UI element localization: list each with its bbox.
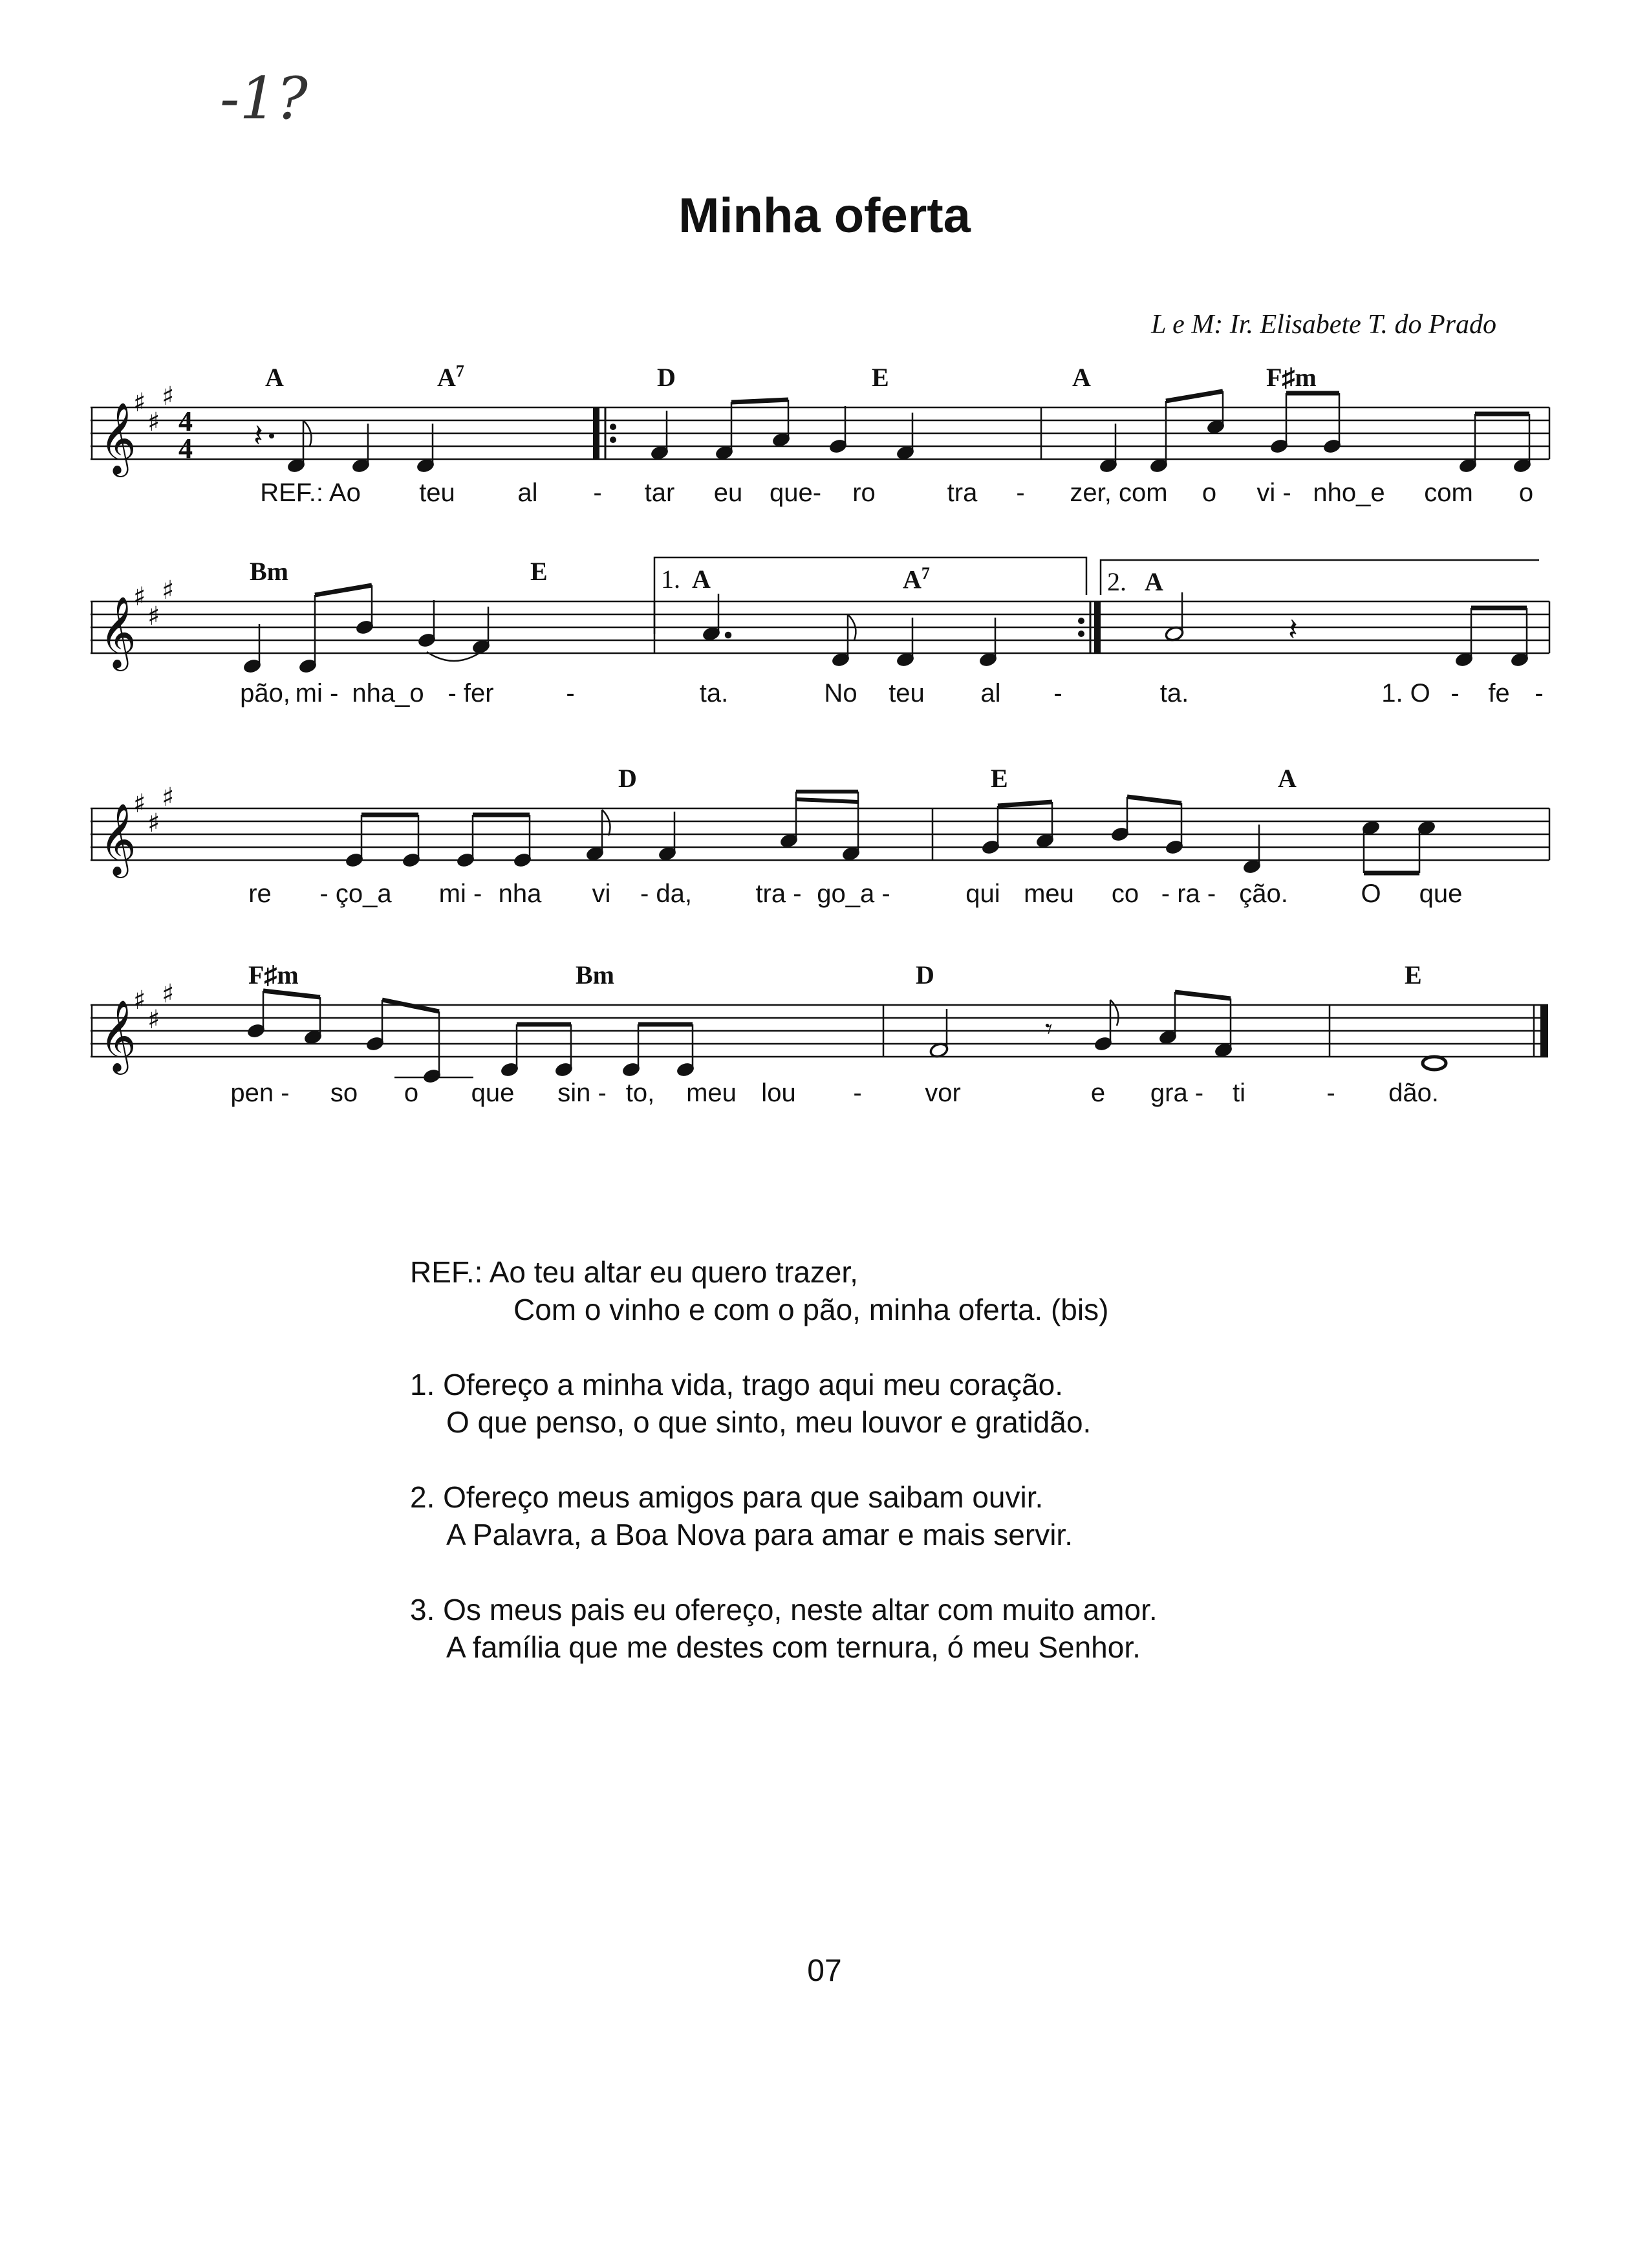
lyric-syllable: que xyxy=(471,1079,515,1107)
lyric-syllable: gra - xyxy=(1150,1079,1204,1107)
lyric-syllable: nho_e xyxy=(1313,479,1385,507)
chord-symbol: Bm xyxy=(576,960,614,989)
verse-3-line-1: 3. Os meus pais eu ofereço, neste altar com muito amor. xyxy=(410,1593,1158,1626)
music-system-2 xyxy=(91,556,1552,724)
verse-2-line-1: 2. Ofereço meus amigos para que saibam ouvir. xyxy=(410,1480,1044,1514)
chord-symbol: A xyxy=(1072,363,1091,392)
chord-symbol: E xyxy=(991,764,1008,793)
lyric-syllable: - ço_a xyxy=(319,880,392,908)
lyric-syllable: o xyxy=(1518,479,1534,507)
quarter-rest-icon: 𝄽 xyxy=(253,418,263,454)
lyric-syllable: lou xyxy=(761,1079,796,1107)
lyric-syllable: - xyxy=(566,679,575,707)
composer-credit: L e M: Ir. Elisabete T. do Prado xyxy=(1151,310,1496,340)
verse-1-line-1: 1. Ofereço a minha vida, trago aqui meu coração. xyxy=(410,1368,1064,1401)
verse-1-line-2: O que penso, o que sinto, meu louvor e gratidão. xyxy=(446,1405,1092,1439)
lyric-syllable: vi - xyxy=(1256,479,1291,507)
verse-3-line-2: A família que me destes com ternura, ó meu Senhor. xyxy=(446,1630,1141,1664)
refrain-line-2: Com o vinho e com o pão, minha oferta. (bis) xyxy=(513,1293,1109,1326)
lyrics-text xyxy=(410,1253,1158,1666)
svg-text:♯: ♯ xyxy=(162,783,175,812)
chord-symbol: $A^7$ xyxy=(903,564,930,594)
lyric-syllable: o xyxy=(1202,479,1217,507)
lyric-syllable: teu xyxy=(419,479,455,507)
sharp-icon: ♯ xyxy=(133,789,146,819)
lyric-syllable: zer, com xyxy=(1070,479,1168,507)
chord-symbol: E xyxy=(1405,960,1422,989)
chord-symbol: A xyxy=(692,565,711,594)
time-signature-top: 4 xyxy=(178,405,193,437)
lyric-syllable: dão. xyxy=(1388,1079,1439,1107)
lyric-syllable: qui xyxy=(965,880,1000,908)
lyric-syllable: pão, xyxy=(240,679,290,707)
lyric-syllable: meu xyxy=(1024,880,1074,908)
lyric-syllable: que- xyxy=(769,479,822,507)
lyric-syllable: to, xyxy=(625,1079,655,1107)
lyric-syllable: pen - xyxy=(230,1079,290,1107)
lyric-syllable: co xyxy=(1111,880,1139,908)
lyric-syllable: que xyxy=(1419,880,1463,908)
lyric-syllable: ção. xyxy=(1239,880,1288,908)
treble-clef-icon: 𝄞 xyxy=(100,402,136,474)
lyric-syllable: REF.: Ao xyxy=(260,479,361,507)
music-system-3 xyxy=(91,763,1552,931)
lyric-syllable: tra xyxy=(947,479,978,507)
treble-clef-icon: 𝄞 xyxy=(100,999,136,1072)
eighth-rest-icon: 𝄾 xyxy=(1045,1013,1053,1046)
treble-clef-icon: 𝄞 xyxy=(100,596,136,668)
chord-symbol: D xyxy=(657,363,676,392)
treble-clef-icon: 𝄞 xyxy=(100,803,136,875)
svg-text:♯: ♯ xyxy=(147,407,160,437)
handwritten-note: -1? xyxy=(220,65,308,133)
lyric-syllable: nha xyxy=(498,880,542,908)
lyric-syllable: tar xyxy=(644,479,675,507)
lyric-syllable: e xyxy=(1090,1079,1106,1107)
lyric-syllable: - xyxy=(1450,679,1460,707)
svg-text:♯: ♯ xyxy=(147,808,160,838)
svg-text:♯: ♯ xyxy=(147,601,160,631)
chord-symbol: E xyxy=(530,557,548,586)
lyric-syllable: vor xyxy=(925,1079,961,1107)
chord-symbol: A xyxy=(1145,567,1163,596)
lyric-syllable: sin - xyxy=(557,1079,607,1107)
lyric-syllable: - xyxy=(1053,679,1062,707)
refrain-line-1: REF.: Ao teu altar eu quero trazer, xyxy=(410,1255,858,1289)
svg-text:♯: ♯ xyxy=(162,979,175,1009)
verse-2-line-2: A Palavra, a Boa Nova para amar e mais servir. xyxy=(446,1518,1073,1551)
lyric-syllable: O xyxy=(1361,880,1381,908)
music-system-1 xyxy=(91,362,1552,530)
lyric-syllable: eu xyxy=(713,479,743,507)
lyric-syllable: ta. xyxy=(699,679,729,707)
lyric-syllable: - ra - xyxy=(1161,880,1216,908)
lyric-syllable: o xyxy=(404,1079,419,1107)
lyric-syllable: - da, xyxy=(640,880,693,908)
chord-symbol: E xyxy=(872,363,889,392)
lyric-syllable: No xyxy=(824,679,857,707)
lyric-syllable: teu xyxy=(889,679,925,707)
chord-symbol: D xyxy=(916,960,934,989)
lyric-syllable: 1. O xyxy=(1381,679,1430,707)
lyric-syllable: nha_o xyxy=(352,679,424,707)
lyric-syllable: ta. xyxy=(1159,679,1189,707)
lyric-syllable: tra - xyxy=(755,880,802,908)
chord-symbol: F♯m xyxy=(1266,363,1317,392)
svg-text:♯: ♯ xyxy=(162,382,175,411)
lyric-syllable: meu xyxy=(686,1079,737,1107)
lyric-syllable: - xyxy=(853,1079,862,1107)
song-title: Minha oferta xyxy=(678,188,971,243)
lyric-syllable: go_a - xyxy=(817,880,890,908)
svg-text:♯: ♯ xyxy=(147,1005,160,1035)
lyric-syllable: ro xyxy=(852,479,876,507)
lyric-syllable: - xyxy=(1535,679,1544,707)
lyric-syllable: - xyxy=(1016,479,1025,507)
lyric-syllable: mi - xyxy=(295,679,339,707)
page-number: 07 xyxy=(807,1954,842,1988)
lyric-syllable: ti xyxy=(1233,1079,1245,1107)
lyric-syllable: - fer xyxy=(447,679,494,707)
volta-label: 1. xyxy=(661,565,680,594)
volta-label: 2. xyxy=(1107,567,1126,596)
sharp-icon: ♯ xyxy=(133,986,146,1015)
sharp-icon: ♯ xyxy=(133,582,146,612)
quarter-rest-icon: 𝄽 xyxy=(1288,612,1298,648)
lyric-syllable: - xyxy=(593,479,602,507)
sharp-icon: ♯ xyxy=(133,388,146,418)
lyric-syllable: com xyxy=(1424,479,1473,507)
lyric-syllable: al xyxy=(980,679,1001,707)
svg-text:♯: ♯ xyxy=(162,576,175,605)
chord-symbol: A xyxy=(265,363,284,392)
chord-symbol: F♯m xyxy=(248,960,299,989)
lyric-syllable: fe xyxy=(1488,679,1510,707)
lyric-syllable: so xyxy=(330,1079,358,1107)
lyric-syllable: mi - xyxy=(438,880,482,908)
lyric-syllable: al xyxy=(517,479,538,507)
final-barline xyxy=(1540,1005,1548,1057)
chord-symbol: Bm xyxy=(250,557,288,586)
chord-symbol: A xyxy=(1278,764,1297,793)
lyric-syllable: vi xyxy=(592,880,611,908)
chord-symbol: $A^7$ xyxy=(437,362,464,393)
music-system-4 xyxy=(91,960,1552,1128)
chord-symbol: D xyxy=(618,764,637,793)
lyric-syllable: - xyxy=(1326,1079,1335,1107)
time-signature-bottom: 4 xyxy=(178,433,193,464)
lyric-syllable: re xyxy=(248,880,272,908)
